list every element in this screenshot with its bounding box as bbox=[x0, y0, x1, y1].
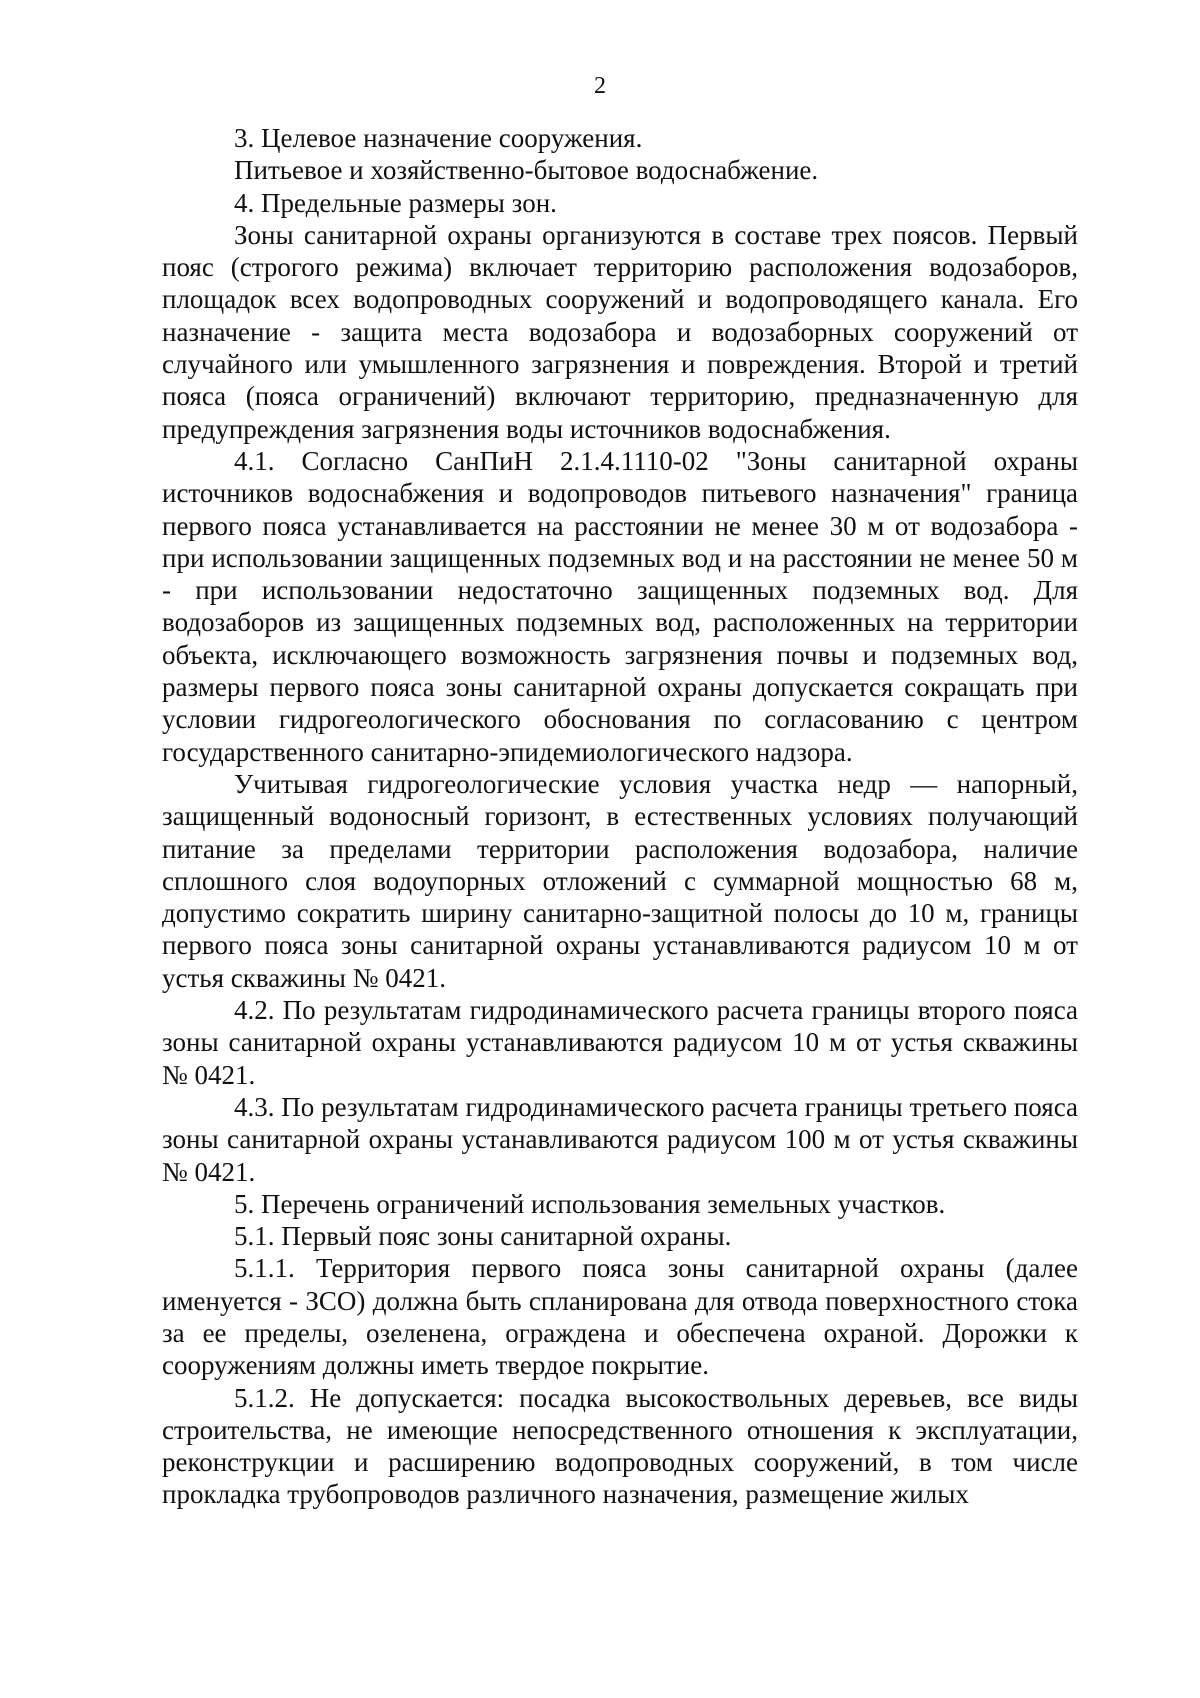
paragraph-hydrogeology: Учитывая гидрогеологические условия участка недр — напорный, защищенный водоносный горизонт, в естественных условиях получающий питание за пределами территории расположения водозабора, наличие сплошного слоя водоупорных отложений с суммарной мощностью 68 м, допустимо сократить ширину санитарно-защитной полосы до 10 м, границы первого пояса зоны санитарной охраны устанавливаются радиусом 10 м от устья скважины № 0421. bbox=[162, 768, 1078, 993]
paragraph-section-5-1: 5.1. Первый пояс зоны санитарной охраны. bbox=[234, 1221, 732, 1252]
paragraph-section-4-1: 4.1. Согласно СанПиН 2.1.4.1110-02 "Зоны санитарной охраны источников водоснабжения и водопроводов питьевого назначения" граница первого пояса устанавливается на расстоянии не менее 30 м от водозабора - при использовании защищенных подземных вод и на расстоянии не менее 50 м - при использовании недостаточно защищенных подземных вод. Для водозаборов из защищенных подземных вод, расположенных на территории объекта, исключающего возможность загрязнения почвы и подземных вод, размеры первого пояса зоны санитарной охраны допускается сокращать при условии гидрогеологического обоснования по согласованию с центром государственного санитарно-эпидемиологического надзора. bbox=[162, 445, 1078, 767]
paragraph-section-4-3: 4.3. По результатам гидродинамического расчета границы третьего пояса зоны санитарной охраны устанавливаются радиусом 100 м от устья скважины № 0421. bbox=[162, 1091, 1078, 1187]
paragraph-zones-description: Зоны санитарной охраны организуются в составе трех поясов. Первый пояс (строгого режима) включает территорию расположения водозаборов, площадок всех водопроводных сооружений и водопроводящего канала. Его назначение - защита места водозабора и водозаборных сооружений от случайного или умышленного загрязнения и повреждения. Второй и третий пояса (пояса ограничений) включают территорию, предназначенную для предупреждения загрязнения воды источников водоснабжения. bbox=[162, 219, 1078, 444]
paragraph-section-4-2: 4.2. По результатам гидродинамического расчета границы второго пояса зоны санитарной охраны устанавливаются радиусом 10 м от устья скважины № 0421. bbox=[162, 995, 1078, 1090]
paragraph-section-5-1-1: 5.1.1. Территория первого пояса зоны санитарной охраны (далее именуется - ЗСО) должна быть спланирована для отвода поверхностного стока за ее пределы, озеленена, ограждена и обеспечена охраной. Дорожки к сооружениям должны иметь твердое покрытие. bbox=[162, 1253, 1078, 1381]
paragraph-section-4-heading: 4. Предельные размеры зон. bbox=[234, 187, 557, 218]
document-body bbox=[162, 122, 1078, 1511]
page-number: 2 bbox=[594, 73, 606, 99]
paragraph-purpose: Питьевое и хозяйственно-бытовое водоснабжение. bbox=[234, 155, 819, 186]
paragraph-section-5-1-2: 5.1.2. Не допускается: посадка высокоствольных деревьев, все виды строительства, не имеющие непосредственного отношения к эксплуатации, реконструкции и расширению водопроводных сооружений, в том числе прокладка трубопроводов различного назначения, размещение жилых bbox=[162, 1382, 1078, 1510]
paragraph-section-5-heading: 5. Перечень ограничений использования земельных участков. bbox=[234, 1188, 946, 1219]
paragraph-section-3-heading: 3. Целевое назначение сооружения. bbox=[234, 123, 643, 153]
